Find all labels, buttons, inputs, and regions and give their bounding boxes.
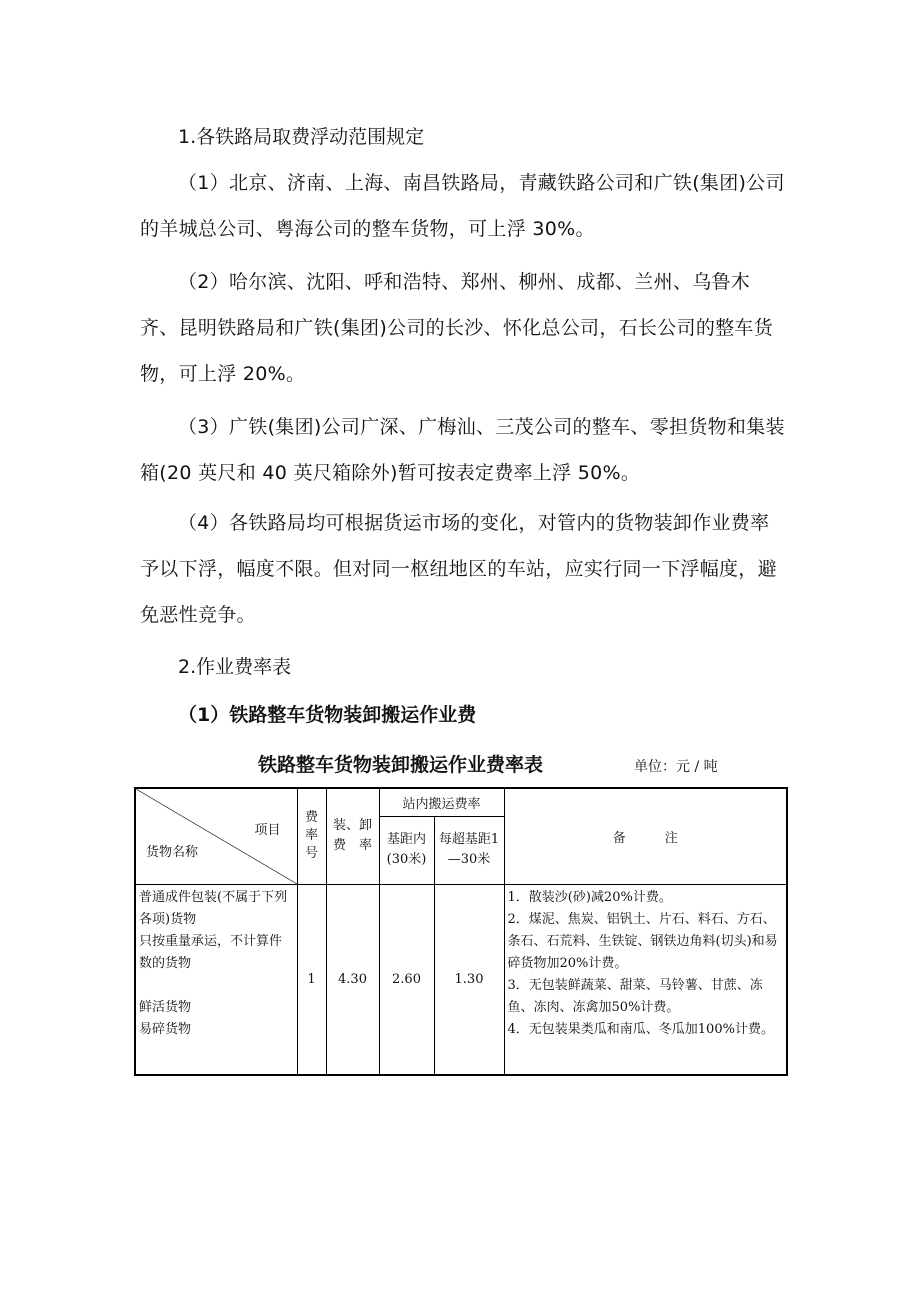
header-goods-name: 货物名称 — [146, 844, 199, 860]
section-2-heading: 2.作业费率表 — [178, 656, 292, 678]
paragraph-1: （1）北京、济南、上海、南昌铁路局，青藏铁路公司和广铁(集团)公司的羊城总公司、粤海公司的整车货物，可上浮 30%。 — [140, 172, 785, 240]
header-rate-no: 费率号 — [297, 788, 326, 884]
header-remarks: 备 注 — [504, 788, 787, 884]
notes-cell — [504, 884, 787, 1075]
goods-line: 鲜活货物 — [139, 999, 192, 1015]
table-unit: 单位：元 / 吨 — [634, 759, 718, 775]
paragraph-4: （4）各铁路局均可根据货运市场的变化，对管内的货物装卸作业费率予以下浮，幅度不限。但对同一枢纽地区的车站，应实行同一下浮幅度，避免恶性竞争。 — [140, 512, 777, 626]
table-title: 铁路整车货物装卸搬运作业费率表 — [258, 754, 544, 776]
rate-no-value: 1 — [297, 884, 326, 1075]
header-load-unload-rate: 装、卸费 率 — [326, 788, 379, 884]
per-extra-value: 1.30 — [434, 884, 504, 1075]
header-base-distance: 基距内(30米) — [379, 816, 434, 884]
section-2-subheading: （1）铁路整车货物装卸搬运作业费 — [178, 704, 477, 726]
paragraph-2: （2）哈尔滨、沈阳、呼和浩特、郑州、柳州、成都、兰州、乌鲁木齐、昆明铁路局和广铁(集团)公司的长沙、怀化总公司，石长公司的整车货物，可上浮 20%。 — [140, 271, 774, 385]
goods-line: 易碎货物 — [139, 1021, 192, 1037]
diagonal-header-cell — [135, 788, 297, 884]
note-item: 3．无包装鲜蔬菜、甜菜、马铃薯、甘蔗、冻鱼、冻肉、冻禽加50%计费。 — [507, 977, 763, 1015]
goods-cell — [135, 884, 297, 1075]
header-station-transport: 站内搬运费率 — [379, 788, 504, 816]
section-1-heading: 1.各铁路局取费浮动范围规定 — [178, 126, 425, 148]
note-item: 2．煤泥、焦炭、铝钒土、片石、料石、方石、条石、石荒料、生铁锭、钢铁边角料(切头)和易碎货物加20%计费。 — [507, 911, 778, 971]
header-item: 项目 — [254, 823, 281, 838]
paragraph-3: （3）广铁(集团)公司广深、广梅汕、三茂公司的整车、零担货物和集装箱(20 英尺和 40 英尺箱除外)暂可按表定费率上浮 50%。 — [140, 416, 785, 484]
rate-table — [134, 787, 788, 1076]
header-per-extra: 每超基距1—30米 — [434, 816, 504, 884]
base-distance-value: 2.60 — [379, 884, 434, 1075]
goods-blank-line — [139, 975, 294, 997]
note-item: 1．散装沙(砂)减20%计费。 — [507, 889, 672, 905]
goods-line: 只按重量承运，不计算件数的货物 — [139, 933, 283, 971]
goods-line: 普通成件包装(不属于下列各项)货物 — [139, 889, 288, 927]
note-item: 4．无包装果类瓜和南瓜、冬瓜加100%计费。 — [507, 1021, 774, 1037]
load-unload-value: 4.30 — [326, 884, 379, 1075]
